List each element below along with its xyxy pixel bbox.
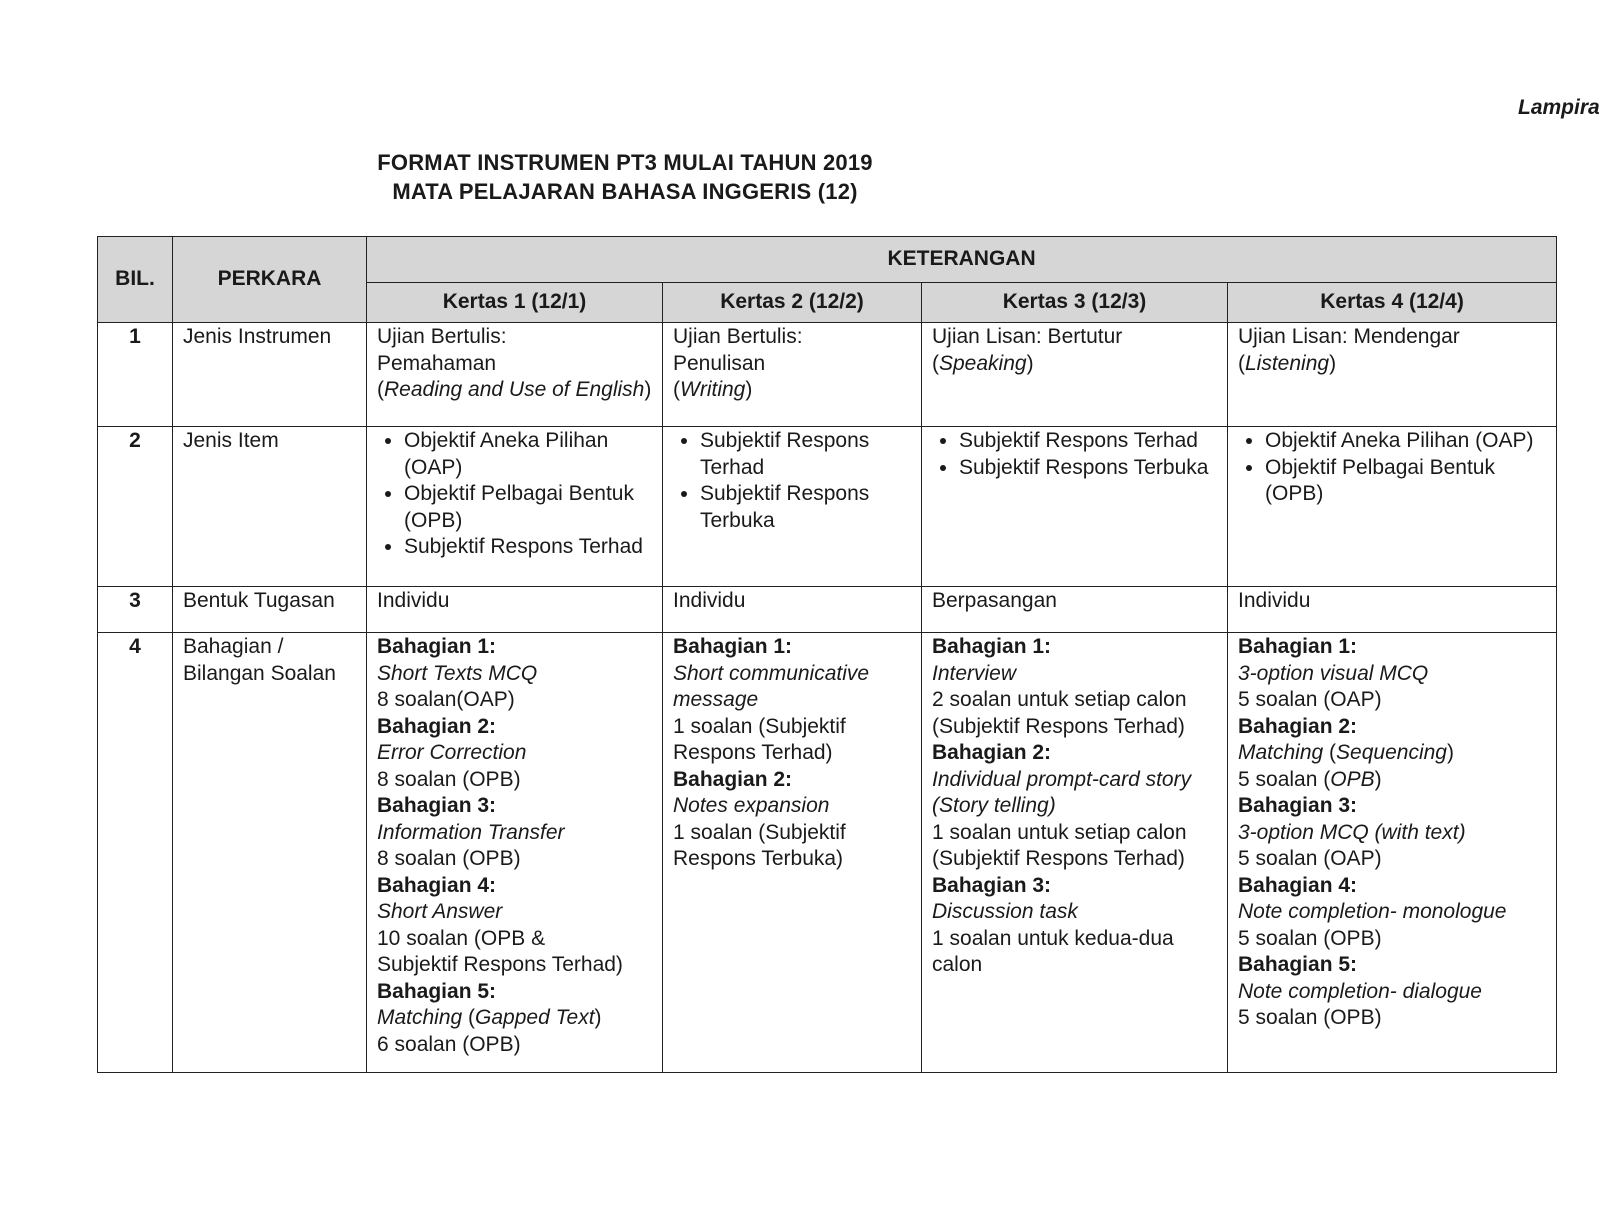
section-heading: Bahagian 2:	[932, 741, 1052, 764]
cell-text: Pemahaman	[377, 351, 497, 375]
section-task: Error Correction	[377, 741, 527, 764]
cell-kertas-4	[1228, 323, 1557, 427]
section-count: 8 soalan (OPB)	[377, 767, 521, 791]
section-task: Interview	[932, 661, 1017, 685]
section-task: Individual prompt-card story	[932, 767, 1192, 791]
bullet-list	[673, 428, 913, 534]
header-kertas-3: Kertas 3 (12/3)	[922, 283, 1228, 323]
section-task: 3-option visual MCQ	[1238, 661, 1429, 685]
cell-kertas-3	[922, 633, 1228, 1073]
row-number: 4	[98, 633, 173, 1073]
cell-kertas-1	[367, 427, 663, 587]
title-line-2: MATA PELAJARAN BAHASA INGGERIS (12)	[392, 179, 858, 204]
row-number: 3	[98, 587, 173, 633]
section-heading: Bahagian 1:	[673, 635, 793, 658]
cell-kertas-3: Berpasangan	[922, 587, 1228, 633]
section-count: 8 soalan (OPB)	[377, 847, 521, 870]
row-number: 1	[98, 323, 173, 427]
section-heading: Bahagian 4:	[377, 873, 497, 897]
header-kertas-1: Kertas 1 (12/1)	[367, 283, 663, 323]
section-task: 3-option MCQ (with text)	[1238, 820, 1466, 844]
bullet-list	[932, 428, 1219, 481]
cell-text: (Writing)	[673, 378, 753, 401]
list-item: • Subjektif Respons Terhad	[700, 428, 913, 481]
row-perkara: Bentuk Tugasan	[173, 587, 367, 633]
section-heading: Bahagian 2:	[1238, 714, 1358, 738]
section-count: 5 soalan (OAP)	[1238, 688, 1382, 711]
section-count: 5 soalan (OPB)	[1238, 1006, 1382, 1029]
row-perkara: Jenis Item	[173, 427, 367, 587]
row-number: 2	[98, 427, 173, 587]
section-heading: Bahagian 3:	[377, 794, 497, 817]
cell-kertas-2	[663, 427, 922, 587]
cell-kertas-2: Individu	[663, 587, 922, 633]
section-task: Discussion task	[932, 900, 1078, 923]
header-perkara: PERKARA	[173, 237, 367, 323]
section-task: Notes expansion	[673, 794, 830, 817]
cell-kertas-4	[1228, 427, 1557, 587]
section-heading: Bahagian 3:	[1238, 794, 1358, 817]
cell-text: Penulisan	[673, 351, 766, 375]
cell-text: Ujian Bertulis:	[673, 325, 803, 348]
section-count: 5 soalan (OPB)	[1238, 767, 1382, 791]
list-item: • Subjektif Respons Terbuka	[700, 481, 913, 534]
document-title	[0, 148, 1250, 206]
cell-kertas-1	[367, 633, 663, 1073]
section-task: Short Texts MCQ	[377, 661, 538, 685]
section-heading: Bahagian 4:	[1238, 873, 1358, 897]
row-perkara	[173, 633, 367, 1073]
table-row	[98, 323, 1557, 427]
list-item: • Objektif Pelbagai Bentuk (OPB)	[404, 481, 654, 534]
section-count: Subjektif Respons Terhad)	[377, 953, 623, 976]
list-item: • Subjektif Respons Terhad	[959, 428, 1219, 455]
section-count: 8 soalan(OAP)	[377, 688, 515, 711]
section-heading: Bahagian 3:	[932, 873, 1052, 897]
section-count: 1 soalan (Subjektif Respons Terhad)	[673, 714, 846, 764]
bullet-list	[377, 428, 654, 561]
section-task: Note completion- monologue	[1238, 900, 1507, 923]
section-count: 1 soalan (Subjektif Respons Terbuka)	[673, 820, 846, 870]
cell-text: (Speaking)	[932, 351, 1034, 375]
cell-kertas-3	[922, 323, 1228, 427]
cell-text: (Reading and Use of English)	[377, 378, 652, 401]
bullet-list	[1238, 428, 1548, 508]
cell-text: Bilangan Soalan	[183, 661, 336, 685]
section-count: 5 soalan (OAP)	[1238, 847, 1382, 870]
list-item: • Objektif Pelbagai Bentuk (OPB)	[1265, 455, 1548, 508]
section-count: 2 soalan untuk setiap calon	[932, 688, 1187, 711]
cell-kertas-1: Individu	[367, 587, 663, 633]
cell-text: Ujian Bertulis:	[377, 325, 507, 348]
list-item: • Subjektif Respons Terhad	[404, 534, 654, 561]
cell-kertas-4: Individu	[1228, 587, 1557, 633]
list-item: • Subjektif Respons Terbuka	[959, 455, 1219, 482]
cell-text: Bahagian /	[183, 635, 284, 658]
section-task: Matching (Sequencing)	[1238, 741, 1454, 764]
section-task: Short communicative message	[673, 661, 870, 711]
section-heading: Bahagian 2:	[673, 767, 793, 791]
section-heading: Bahagian 2:	[377, 714, 497, 738]
header-kertas-2: Kertas 2 (12/2)	[663, 283, 922, 323]
section-count: 6 soalan (OPB)	[377, 1032, 521, 1056]
section-heading: Bahagian 5:	[377, 979, 497, 1003]
section-count: (Subjektif Respons Terhad)	[932, 847, 1185, 870]
section-count: 1 soalan untuk setiap calon	[932, 820, 1187, 844]
cell-kertas-2	[663, 323, 922, 427]
cell-kertas-1	[367, 323, 663, 427]
section-task: (Story telling)	[932, 794, 1056, 817]
header-kertas-4: Kertas 4 (12/4)	[1228, 283, 1557, 323]
section-count: (Subjektif Respons Terhad)	[932, 714, 1185, 738]
section-task: Information Transfer	[377, 820, 565, 844]
section-heading: Bahagian 1:	[932, 635, 1052, 658]
cell-text: (Listening)	[1238, 351, 1337, 375]
title-line-1: FORMAT INSTRUMEN PT3 MULAI TAHUN 2019	[377, 150, 873, 175]
section-task: Matching (Gapped Text)	[377, 1006, 602, 1029]
section-count: 10 soalan (OPB &	[377, 926, 546, 950]
table-row	[98, 633, 1557, 1073]
header-keterangan: KETERANGAN	[367, 237, 1557, 283]
section-heading: Bahagian 1:	[377, 635, 497, 658]
cell-text: Ujian Lisan: Bertutur	[932, 325, 1123, 348]
section-task: Short Answer	[377, 900, 503, 923]
cell-text: Ujian Lisan: Mendengar	[1238, 325, 1460, 348]
header-bil: BIL.	[98, 237, 173, 323]
section-heading: Bahagian 5:	[1238, 953, 1358, 976]
format-table	[97, 236, 1557, 1073]
appendix-label: Lampira	[1518, 96, 1600, 119]
section-heading: Bahagian 1:	[1238, 635, 1358, 658]
section-count: 5 soalan (OPB)	[1238, 926, 1382, 950]
list-item: • Objektif Aneka Pilihan (OAP)	[404, 428, 654, 481]
cell-kertas-4	[1228, 633, 1557, 1073]
section-task: Note completion- dialogue	[1238, 979, 1482, 1003]
cell-kertas-3	[922, 427, 1228, 587]
cell-kertas-2	[663, 633, 922, 1073]
table-row	[98, 427, 1557, 587]
row-perkara: Jenis Instrumen	[173, 323, 367, 427]
list-item: • Objektif Aneka Pilihan (OAP)	[1265, 428, 1548, 455]
header-row-top	[98, 237, 1557, 283]
section-count: 1 soalan untuk kedua-dua calon	[932, 926, 1174, 976]
table-row	[98, 587, 1557, 633]
